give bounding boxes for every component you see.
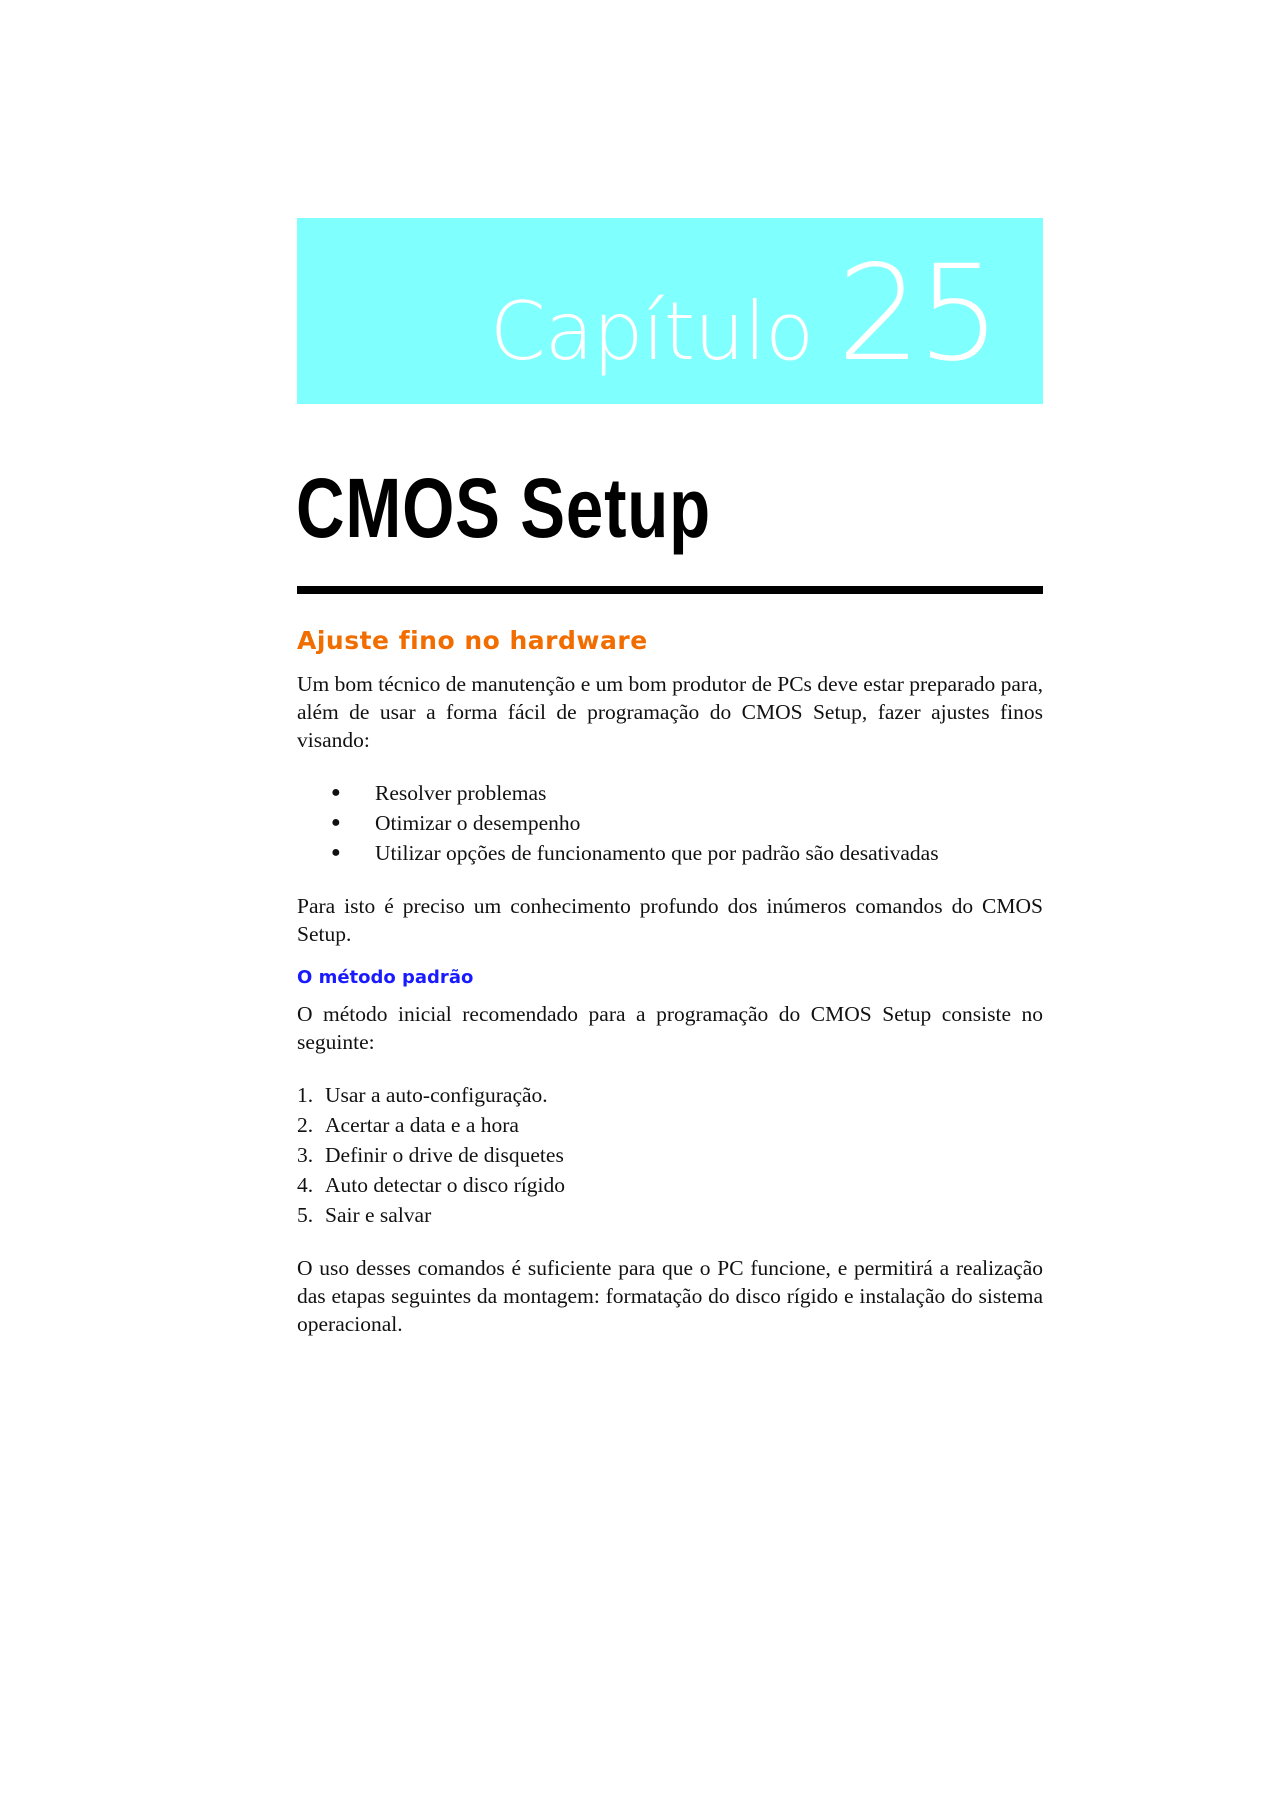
step-text: Usar a auto-configuração. <box>325 1083 548 1107</box>
step-item <box>297 1080 1043 1110</box>
subsection-closing-paragraph: O uso desses comandos é suficiente para que o PC funcione, e permitirá a realização das etapas seguintes da montagem: formatação do disco rígido e instalação do sistema operacional. <box>297 1256 1043 1336</box>
bullet-list <box>297 778 1043 868</box>
page-title: CMOS Setup <box>296 461 711 555</box>
section-closing-paragraph: Para isto é preciso um conhecimento profundo dos inúmeros comandos do CMOS Setup. <box>297 894 1043 946</box>
section-heading: Ajuste fino no hardware <box>297 626 648 655</box>
step-number: 5. <box>297 1203 314 1227</box>
bullet-item <box>297 778 1043 808</box>
step-text: Definir o drive de disquetes <box>325 1143 564 1167</box>
section-intro-paragraph: Um bom técnico de manutenção e um bom produtor de PCs deve estar preparado para, além de usar a forma fácil de programação do CMOS Setup, fazer ajustes finos visando: <box>297 672 1043 752</box>
subsection-heading: O método padrão <box>297 967 474 988</box>
chapter-label: Capítulo <box>489 285 814 378</box>
chapter-banner <box>297 218 1043 404</box>
chapter-heading <box>489 237 997 391</box>
bullet-item <box>297 838 1043 868</box>
bullet-text: Utilizar opções de funcionamento que por padrão são desativadas <box>375 841 939 865</box>
page-content <box>297 620 1043 1338</box>
step-text: Sair e salvar <box>325 1203 432 1227</box>
step-text: Auto detectar o disco rígido <box>325 1173 566 1197</box>
bullet-icon: ● <box>331 844 341 861</box>
step-number: 3. <box>297 1143 314 1167</box>
step-text: Acertar a data e a hora <box>325 1113 519 1137</box>
bullet-icon: ● <box>331 814 341 831</box>
title-divider <box>297 586 1043 594</box>
bullet-text: Otimizar o desempenho <box>375 811 581 835</box>
chapter-number: 25 <box>837 237 997 391</box>
step-item <box>297 1110 1043 1140</box>
numbered-steps-list <box>297 1080 1043 1230</box>
bullet-icon: ● <box>331 784 341 801</box>
step-number: 2. <box>297 1113 314 1137</box>
step-number: 1. <box>297 1083 314 1107</box>
step-item <box>297 1140 1043 1170</box>
step-item <box>297 1200 1043 1230</box>
bullet-text: Resolver problemas <box>375 781 547 805</box>
subsection-intro-paragraph: O método inicial recomendado para a programação do CMOS Setup consiste no seguinte: <box>297 1002 1043 1054</box>
step-item <box>297 1170 1043 1200</box>
bullet-item <box>297 808 1043 838</box>
step-number: 4. <box>297 1173 314 1197</box>
